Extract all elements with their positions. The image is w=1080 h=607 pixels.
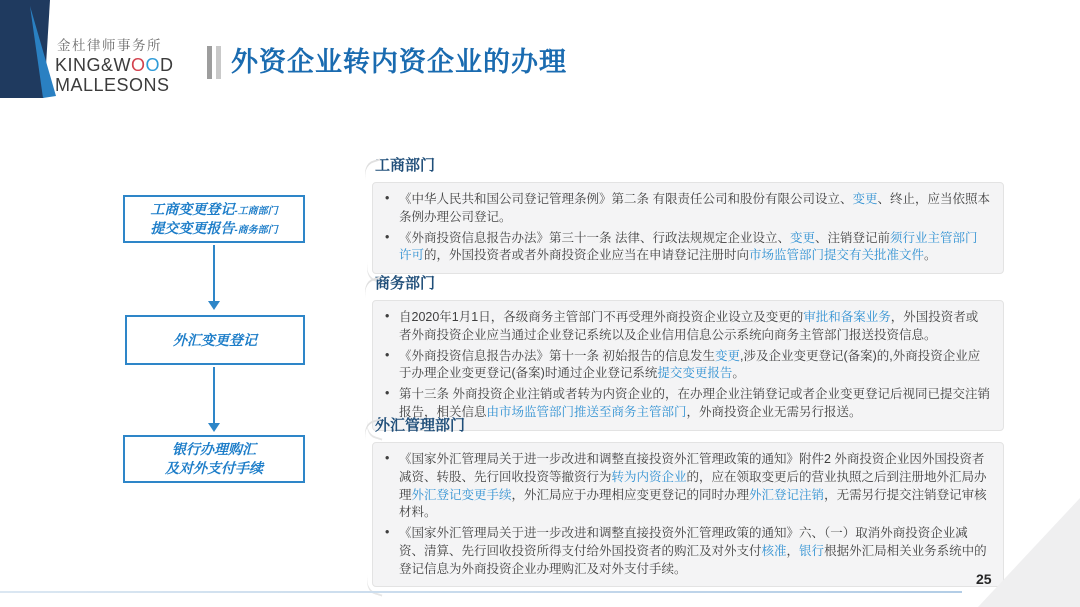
bullet-list (383, 309, 990, 422)
flow-box-label: 及对外支付手续 (165, 460, 263, 476)
flow-arrow-down-icon (208, 301, 220, 310)
page-title: 外资企业转内资企业的办理 (231, 47, 567, 77)
section-title: 外汇管理部门 (375, 417, 466, 434)
flow-box-label: 提交变更报告-商务部门 (150, 220, 278, 236)
bullet-item: • 第十三条 外商投资企业注销或者转为内资企业的，在办理企业注销登记或者企业变更登记后视同已提交注销报告，相关信息由市场监管部门推送至商务主管部门，外商投资企业无需另行报送。 (385, 386, 990, 419)
title-block (207, 46, 567, 79)
title-accent-bar-dark (207, 46, 212, 79)
bullet-item: • 《外商投资信息报告办法》第十一条 初始报告的信息发生变更,涉及企业变更登记(备案)的,外商投资企业应于办理企业变更登记(备案)时通过企业登记系统提交变更报告。 (385, 347, 981, 381)
section-forex-administration (372, 414, 1004, 587)
page-number: 25 (976, 571, 992, 587)
logo-english-name-line1: KING&WOOD (55, 55, 174, 76)
section-title: 商务部门 (375, 275, 436, 292)
logo-chinese-name: 金杜律师事务所 (57, 38, 162, 53)
flow-box-bank-payment (123, 435, 305, 483)
bullet-list (383, 191, 990, 265)
bullet-item: • 《中华人民共和国公司登记管理条例》第二条 有限责任公司和股份有限公司设立、变更、终止，应当依照本条例办理公司登记。 (385, 191, 991, 224)
kwm-logo-text (55, 38, 174, 95)
section-body (372, 182, 1004, 274)
logo-english-name-line2: MALLESONS (55, 75, 170, 96)
section-title: 工商部门 (375, 157, 436, 174)
bullet-list (383, 451, 990, 578)
flow-box-forex-change-registration (125, 315, 305, 365)
bullet-item: • 《国家外汇管理局关于进一步改进和调整直接投资外汇管理政策的通知》六、（一）取消外商投资企业减资、清算、先行回收投资所得支付给外国投资者的购汇及对外支付核准，银行根据外汇局相关业务系统中的登记信息为外商投资企业办理购汇及对外支付手续。 (385, 525, 987, 576)
bullet-item: • 《外商投资信息报告办法》第三十一条 法律、行政法规规定企业设立、变更、注销登记前须行业主管部门许可的，外国投资者或者外商投资企业应当在申请登记注册时向市场监管部门提交有关批准文件。 (385, 229, 978, 263)
flow-arrow-down-icon (208, 423, 220, 432)
flow-arrow-line (213, 367, 215, 424)
flow-box-label: 工商变更登记-工商部门 (150, 201, 278, 218)
section-body (372, 300, 1004, 431)
section-industry-commerce (372, 154, 1004, 274)
bullet-item: • 自2020年1月1日，各级商务主管部门不再受理外商投资企业设立及变更的审批和备案业务，外国投资者或者外商投资企业应当通过企业登记系统以及企业信用信息公示系统向商务主管部门报送投资信息。 (385, 309, 979, 342)
flow-box-business-registration (123, 195, 305, 243)
kwm-logo-mark-icon (0, 0, 58, 100)
bullet-item: • 《国家外汇管理局关于进一步改进和调整直接投资外汇管理政策的通知》附件2 外商投资企业因外国投资者减资、转股、先行回收投资等撤资行为转为内资企业的，应在领取变更后的营业执照之后到注册地外汇局办理外汇登记变更手续，外汇局应于办理相应变更登记的同时办理外汇登记注销，无需另行提交注销登记审核材料。 (385, 451, 987, 520)
flow-arrow-line (213, 245, 215, 302)
flow-box-label: 银行办理购汇 (172, 441, 256, 458)
footer-divider-line (0, 591, 962, 593)
section-body (372, 442, 1004, 587)
title-accent-bar-light (216, 46, 221, 79)
section-commerce (372, 272, 1004, 431)
flow-box-label: 外汇变更登记 (173, 331, 257, 348)
